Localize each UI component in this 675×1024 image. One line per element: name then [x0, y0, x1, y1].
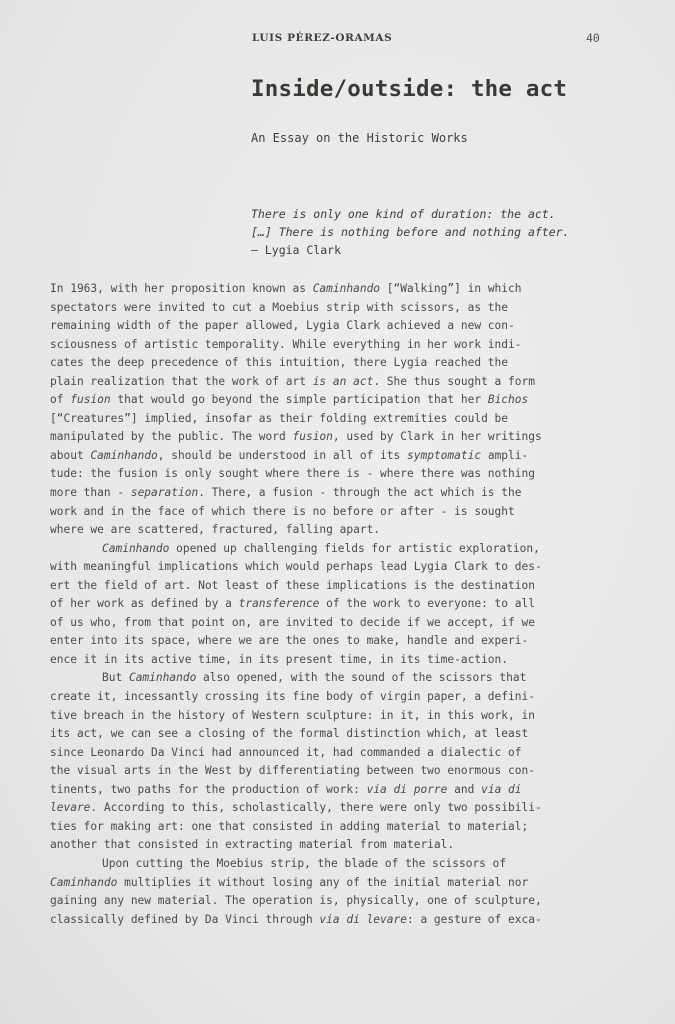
italic-text: separation	[130, 486, 199, 500]
text-segment: and	[447, 782, 482, 796]
epigraph-attribution: — Lygia Clark	[251, 243, 342, 257]
page-number: 40	[586, 31, 600, 45]
body-text-line	[50, 336, 542, 355]
body-text-line	[50, 892, 542, 911]
body-text-line	[50, 280, 542, 299]
text-segment: In 1963, with her proposition known as	[50, 282, 313, 295]
italic-text: levare	[50, 801, 91, 815]
body-text-line	[50, 299, 542, 318]
italic-text: Caminhando	[50, 875, 118, 889]
body-text-line	[50, 874, 542, 893]
epigraph-line: There is only one kind of duration: the act.	[251, 207, 556, 221]
text-segment: of her work as defined by a	[50, 597, 239, 611]
text-segment: opened up challenging fields for artistic exploration,	[169, 541, 540, 555]
text-segment: ampli-	[481, 448, 529, 462]
italic-text: is an act	[312, 374, 374, 388]
body-text-line	[50, 410, 542, 429]
text-segment: [“Creatures”] implied, insofar as their folding extremities could be	[50, 411, 509, 425]
body-text-line	[50, 855, 542, 874]
text-segment: enter into its space, where we are the ones to make, handle and experi-	[50, 634, 529, 648]
essay-body	[50, 280, 542, 929]
text-segment: of the work to everyone: to all	[319, 597, 535, 611]
text-segment: more than -	[50, 486, 131, 500]
text-segment: multiplies it without losing any of the initial material nor	[117, 875, 529, 889]
body-text-line	[50, 669, 542, 688]
body-text-line	[50, 503, 542, 522]
text-segment: . She thus sought a form	[373, 374, 535, 388]
text-segment: ties for making art: one that consisted in adding material to material;	[50, 819, 529, 833]
epigraph	[251, 205, 570, 259]
body-text-line	[50, 391, 542, 410]
body-text-line	[50, 577, 542, 596]
text-segment: the visual arts in the West by differentiating between two enormous con-	[50, 764, 535, 778]
italic-text: Caminhando	[312, 282, 381, 295]
body-text-line	[50, 484, 542, 503]
body-text-line	[50, 651, 542, 670]
body-text-line	[50, 595, 542, 614]
italic-text: fusion	[70, 393, 111, 407]
text-segment: plain realization that the work of art	[50, 374, 313, 388]
text-segment: spectators were invited to cut a Moebius strip with scissors, as the	[50, 300, 509, 314]
body-text-line	[50, 762, 542, 781]
italic-text: symptomatic	[407, 448, 482, 462]
text-segment: , used by Clark in her writings	[332, 430, 542, 444]
text-segment: : a gesture of exca-	[406, 912, 542, 926]
essay-title: Inside/outside: the act	[251, 76, 568, 102]
text-segment: , should be understood in all of its	[157, 448, 407, 462]
text-segment: that would go beyond the simple participation that her	[110, 393, 488, 407]
body-text-line	[50, 521, 542, 540]
text-segment: its act, we can see a closing of the formal distinction which, at least	[50, 727, 529, 741]
text-segment: Upon cutting the Moebius strip, the blade of the scissors of	[102, 856, 507, 870]
italic-text: Caminhando	[128, 671, 197, 685]
body-text-line	[50, 911, 542, 930]
text-segment: of	[50, 393, 71, 407]
body-text-line	[50, 836, 542, 855]
text-segment: another that consisted in extracting material from material.	[50, 838, 455, 852]
italic-text: via di porre	[366, 782, 448, 796]
body-text-line	[50, 465, 542, 484]
text-segment: since Leonardo Da Vinci had announced it, had commanded a dialectic of	[50, 745, 522, 759]
text-segment: about	[50, 448, 91, 462]
text-segment: tinents, two paths for the production of work:	[50, 782, 367, 796]
body-text-line	[50, 558, 542, 577]
italic-text: Caminhando	[90, 448, 158, 462]
text-segment: tive breach in the history of Western sculpture: in it, in this work, in	[50, 708, 535, 722]
text-segment: . According to this, scholastically, there were only two possibili-	[90, 801, 542, 815]
body-text-line	[50, 688, 542, 707]
body-text-line	[50, 725, 542, 744]
text-segment: gaining any new material. The operation is, physically, one of sculpture,	[50, 894, 542, 908]
italic-text: via di	[481, 782, 522, 796]
body-text-line	[50, 632, 542, 651]
text-segment: with meaningful implications which would perhaps lead Lygia Clark to des-	[50, 560, 542, 574]
text-segment: sciousness of artistic temporality. While everything in her work indi-	[50, 337, 522, 351]
italic-text: Bichos	[487, 393, 529, 407]
body-text-line	[50, 428, 542, 447]
italic-text: Caminhando	[102, 541, 170, 555]
italic-text: via di levare	[319, 912, 407, 926]
body-text-line	[50, 317, 542, 336]
text-segment: cates the deep precedence of this intuition, there Lygia reached the	[50, 356, 509, 370]
text-segment: . There, a fusion - through the act which is the	[198, 486, 522, 500]
text-segment: ert the field of art. Not least of these implications is the destination	[50, 578, 535, 592]
body-text-line	[50, 781, 542, 800]
epigraph-line: […] There is nothing before and nothing after.	[251, 225, 570, 239]
body-text-line	[50, 744, 542, 763]
body-text-line	[50, 447, 542, 466]
text-segment: create it, incessantly crossing its fine body of virgin paper, a defini-	[50, 690, 535, 704]
text-segment: remaining width of the paper allowed, Lygia Clark achieved a new con-	[50, 319, 515, 333]
italic-text: transference	[238, 597, 320, 611]
running-header-author: LUIS PÉREZ-ORAMAS	[252, 32, 393, 44]
text-segment: manipulated by the public. The word	[50, 430, 293, 444]
text-segment: ence it in its active time, in its present time, in its time-action.	[50, 652, 509, 666]
text-segment: also opened, with the sound of the scissors that	[196, 671, 527, 685]
text-segment: classically defined by Da Vinci through	[50, 912, 320, 926]
text-segment: tude: the fusion is only sought where there is - where there was nothing	[50, 467, 535, 481]
text-segment: But	[102, 671, 129, 685]
body-text-line	[50, 614, 542, 633]
italic-text: fusion	[292, 430, 333, 444]
essay-subtitle: An Essay on the Historic Works	[251, 131, 468, 145]
text-segment: [“Walking”] in which	[380, 282, 522, 295]
text-segment: of us who, from that point on, are invited to decide if we accept, if we	[50, 615, 535, 629]
body-text-line	[50, 373, 542, 392]
text-segment: work and in the face of which there is no before or after - is sought	[50, 504, 515, 518]
text-segment: where we are scattered, fractured, falling apart.	[50, 523, 381, 537]
body-text-line	[50, 707, 542, 726]
body-text-line	[50, 818, 542, 837]
body-text-line	[50, 540, 542, 559]
body-text-line	[50, 354, 542, 373]
body-text-line	[50, 799, 542, 818]
